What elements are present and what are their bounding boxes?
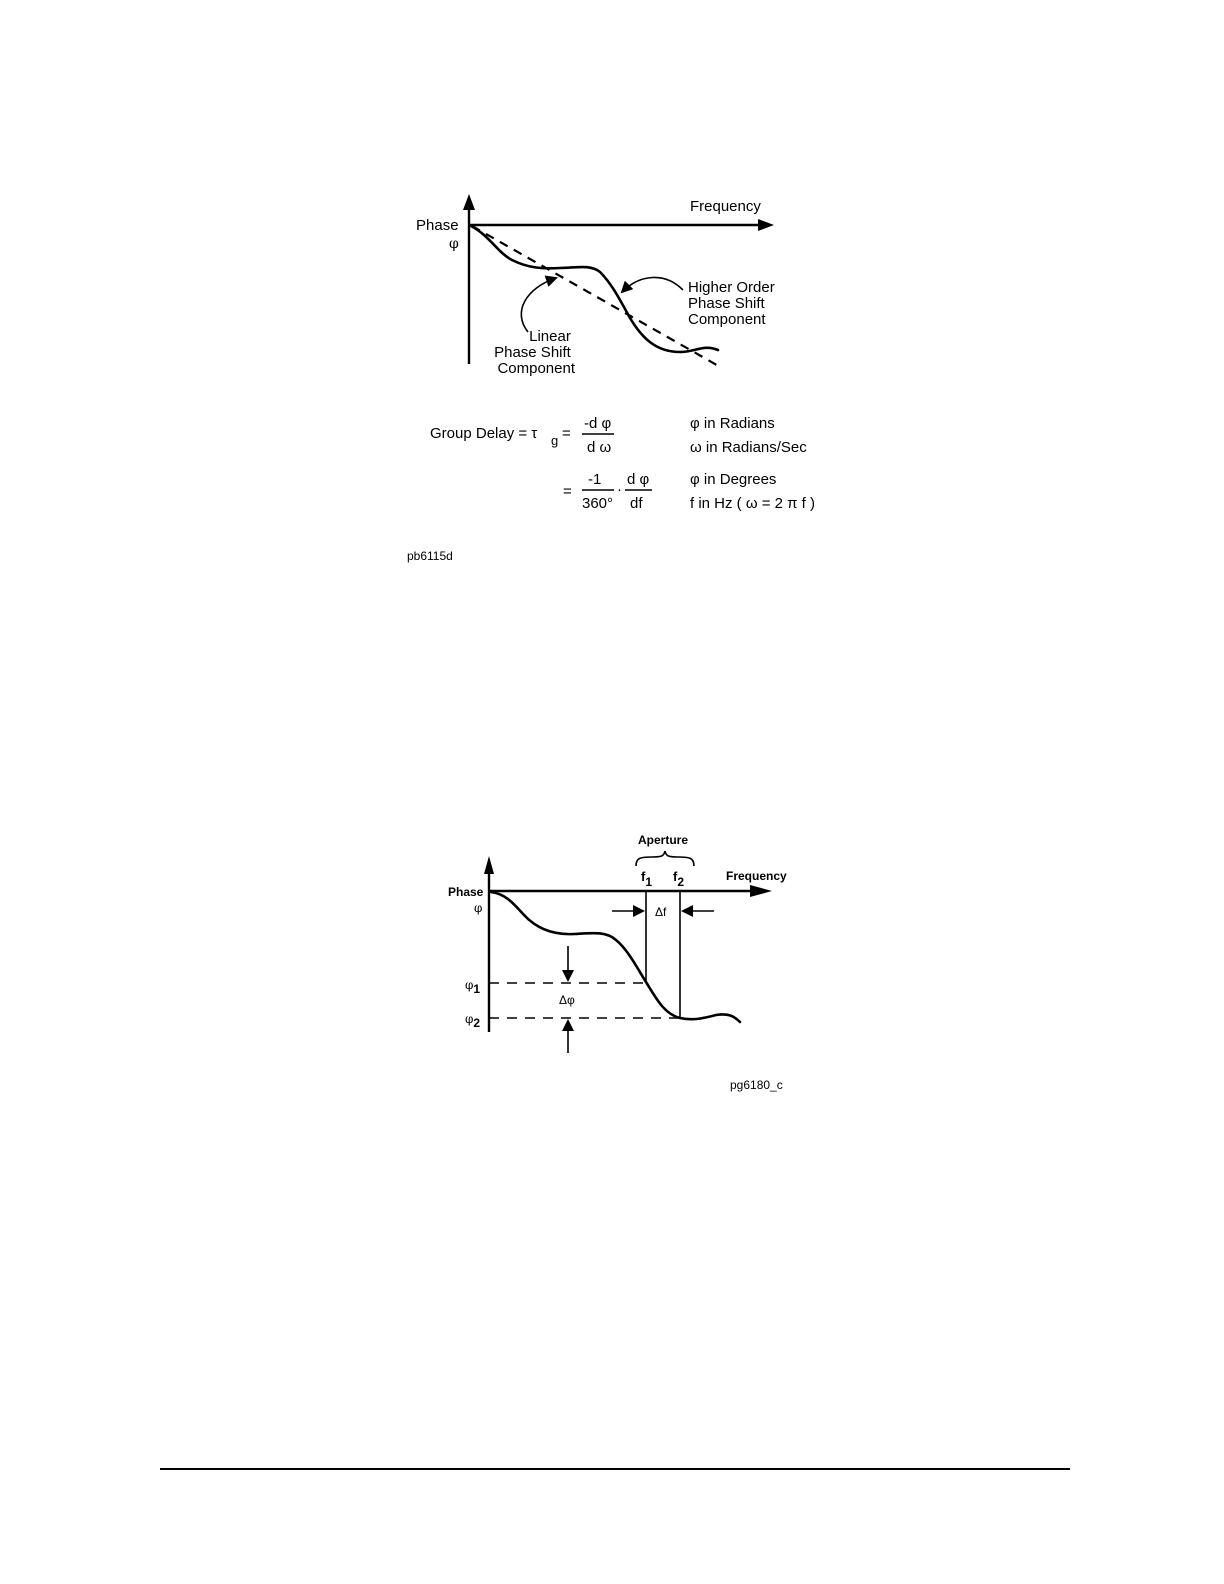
higher-order-label: Higher Order Phase Shift Component bbox=[688, 279, 775, 328]
delta-f-label: Δf bbox=[655, 905, 667, 919]
linear-label: Linear Phase Shift Component bbox=[494, 328, 575, 377]
aperture-brace bbox=[636, 851, 694, 866]
figure-2 bbox=[448, 833, 787, 1092]
multiply-dot: · bbox=[617, 481, 622, 498]
figure-2-id: pg6180_c bbox=[730, 1078, 783, 1092]
note-omega-radians: ω in Radians/Sec bbox=[690, 439, 807, 456]
y-axis-arrowhead-2 bbox=[484, 856, 494, 874]
equation-eq-sign: = bbox=[562, 425, 571, 442]
frac1-denominator: d ω bbox=[587, 439, 612, 456]
equation-subscript: g bbox=[551, 433, 559, 448]
linear-pointer bbox=[521, 278, 556, 332]
phi1-label: φ1 bbox=[465, 978, 481, 996]
y-axis-label-2: Phase bbox=[448, 885, 484, 899]
phi2-label: φ2 bbox=[465, 1012, 481, 1030]
frac3-numerator: d φ bbox=[627, 471, 650, 488]
frac2-denominator: 360° bbox=[582, 495, 614, 512]
x-axis-label-1: Frequency bbox=[690, 198, 761, 215]
y-axis-label-1: Phase bbox=[416, 217, 459, 234]
frac1-numerator: -d φ bbox=[584, 415, 612, 432]
aperture-label: Aperture bbox=[638, 833, 689, 847]
y-axis-symbol-2: φ bbox=[474, 901, 483, 915]
note-phi-degrees: φ in Degrees bbox=[690, 471, 777, 488]
y-axis-symbol-1: φ bbox=[449, 236, 459, 252]
delta-phi-label: Δφ bbox=[559, 993, 575, 1007]
f1-label: f1 bbox=[641, 869, 653, 889]
group-delay-equation bbox=[430, 415, 815, 512]
higher-order-pointer bbox=[622, 277, 683, 292]
figure-1 bbox=[407, 194, 815, 563]
note-phi-radians: φ in Radians bbox=[690, 415, 775, 432]
note-f-hz: f in Hz ( ω = 2 π f ) bbox=[690, 495, 816, 512]
x-axis-arrowhead-2 bbox=[750, 885, 772, 897]
equation-eq2-sign: = bbox=[563, 483, 572, 500]
frac3-denominator: df bbox=[630, 495, 643, 512]
x-axis-label-2: Frequency bbox=[726, 869, 787, 883]
equation-lhs: Group Delay = τ bbox=[430, 425, 538, 442]
figure-1-id: pb6115d bbox=[407, 549, 453, 563]
frac2-numerator: -1 bbox=[588, 471, 602, 488]
x-axis-arrowhead-1 bbox=[758, 219, 774, 231]
f2-label: f2 bbox=[673, 869, 685, 889]
y-axis-arrowhead-1 bbox=[463, 194, 475, 210]
